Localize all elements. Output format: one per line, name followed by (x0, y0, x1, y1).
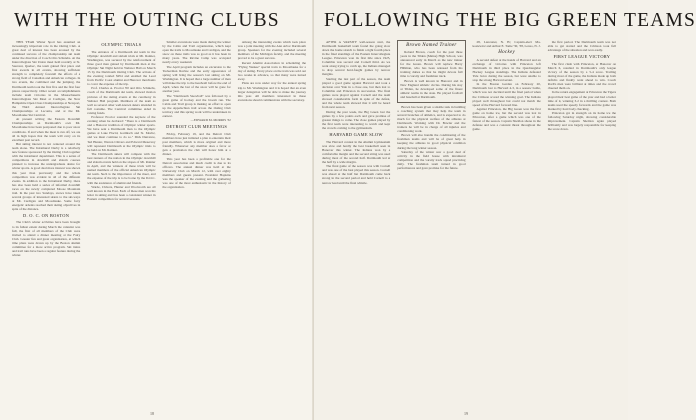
left-column-4 (238, 40, 306, 406)
right-column-3 (473, 40, 541, 406)
article-paragraph: Professor Proctor sounded the keynote of the evening when he declared: "There is a Dartmouth and a Hanover tradition of Olympic winter sports. We have sent a Dartmouth man to the Olympic games at Lake Placid, Garmisch and St. Moritz, and we must continue to do so." Dick Durrance, Ted Hunter, Warren Chivers and Edward Meservey will represent Dartmouth at the Olympic trials to be held on Mt. Rainier. (87, 115, 156, 152)
article-paragraph: The April program includes an excursion to the Tuckerman Ravine and the early appearance of spring will bring the season's last skiing on Mt. Washington. It is hoped that a large number of men will make the trip to the headwall before the end of April, when the last of the snow will be gone for another year. (162, 64, 231, 94)
right-page-columns (322, 40, 616, 406)
article-paragraph: During the past week, the Big Green lost the games by a few points each and gave promise of greater things to come. The close games played by the first team were interesting to watch and kept the crowds coming to the gymnasium. (322, 109, 391, 130)
section-heading: Hockey (498, 50, 516, 56)
left-page (0, 0, 314, 420)
article-paragraph: Warde, Chivers, Hunter and Woolworth are all well known in the East. Each of these men won his letter in skiing and has been a consistent winner in Eastern competition for several seasons. (87, 185, 156, 202)
article-paragraph: Brown has been given a sizable task in building a coaching system that may help the team in several branches of athletics, and is expected to do much for the physical welfare of the athletes at Dartmouth. Working with Dr. Bowler and the trainers he will be in charge of all injuries and conditioning work. (397, 104, 466, 133)
article-paragraph: Recent Alumni Association in scheduling the "Flying Yankee" special train to Moosilauke for a day of skiing. Every place on the train was sold out two weeks in advance, so that many were turned away. (237, 60, 306, 81)
article-paragraph: Among the interesting events which took place was a joint meeting with the Ann Arbor Dartmouth group. Speakers for the evening included several members of the Michigan faculty, and the meeting proved to be a great success. (237, 40, 306, 61)
article-paragraph: The final game of the season was with Cornell and was one of the best played this season. Cornell was ahead at the half but Dartmouth came back strong in the second period and held Cornell to a narrow lead until the final whistle. (322, 164, 391, 185)
article-paragraph: In the Boston Garden on February 20, Dartmouth lost to Harvard 4-3, in a seesaw battle, which was not decided until the final period when the Crimson scored the winning goal. The Indians played well throughout but could not match the speed of the Harvard forward line. (472, 82, 541, 107)
box-heading: Brown Named Trainer (406, 42, 457, 48)
article-paragraph: the first period. The Dartmouth team was not able to get started and the Crimson took full advantage of the situation and won easily. (547, 40, 616, 53)
page-number: 18 (150, 411, 154, 416)
left-column-2 (87, 40, 155, 406)
left-page-headline: WITH THE OUTING CLUBS (14, 10, 280, 31)
article-paragraph: But skiing interest is not centered around the team alone. The Intramural Derby is a relatively new feature sponsored by the Outing Club together with the intramural department. This is a series of competitions in downhill and slalom courses planned to increase the undergraduate desire for winter sports. A good deal more interest was shown this year than previously and the whole competition was evident in all of the different events. In addition to the Intramural Derby, there has also been held a series of informal downhill races on the newly completed Moose Mountain trail. In the past two Sundays, snows have taken several groups of interested skiers to the ski-ways at Mt. Cardigan and Moosilauke. Some forty energetic ardents reached their skiing objectives in spite of the distance. (12, 142, 81, 211)
page-number: 19 (464, 411, 468, 416)
article-paragraph: The Dartmouth skiers will compete with the best runners of the nation in the Olympic downhill and slalom events held on the slopes of Mt. Rainier in April, and the winners of these trials will be named members of the official American Olympic ski team. Such is the importance of the meet, and the expense of the trip is to be borne by the D.O.C. with the assistance of alumni and friends. (87, 152, 156, 185)
article-paragraph: Prof. Charles A. Proctor '00 and Otto Schniebs, coach of the Dartmouth ski team, showed motion pictures of the skiing events at the ceremony in Webster Hall program. Members of the team as well as several other well-known skiers attended in full costume. The Carnival committee aided in raising funds. (87, 86, 156, 115)
left-column-1 (12, 40, 80, 406)
section-heading: DETROIT CLUB MEETINGS (166, 124, 228, 130)
article-paragraph: Brown is well known in Hanover and in New England athletic circles. During his stay at Tilden, he developed some of the finest athletic teams in the state. He played football and baseball at Dartmouth. (400, 78, 463, 100)
article-paragraph: Saturday of the winter saw a good deal of activity in the field house with intramural competition and the varsity track squad practicing daily. The freshman team turned in good performances and gave promise for the future. (397, 150, 466, 171)
section-heading: FIRST LEAGUE VICTORY (553, 54, 611, 60)
article-paragraph: A second defeat at the hands of Harvard and an exchange of victories with Princeton left Dartmouth in third place in the Quadrangular Hockey League standings. The Indians defeated Yale twice during the season, but were unable to stop the strong Harvard sextet. (472, 57, 541, 82)
author-signature: —EDWARD M. MORRIS '32 (190, 118, 231, 123)
article-paragraph: Friday, February 19, and the Detroit Club members have just initiated a plan to entertain their past members, which is more original and more friendly. Whenever any member does a favor or gets a promotion the club will honor him at a dinner. (162, 131, 231, 157)
article-paragraph: The Club's winter activities have been brought to its fullest extent during March the calendar was full, the first of all members of the Club were invited to attend a dinner meeting at the Fairy Club. Greater fun and great organization, at which time plans were drawn up by the Boston alumni committee for a more active program. Ski trains and trail runs have been a regular feature during the winter. (12, 220, 81, 257)
section-heading: D. O. C. ON BOSTON (23, 212, 70, 218)
right-column-4 (548, 40, 616, 406)
article-paragraph: The "Dartmouth Snowball" was followed by a great game of hockey and the broom run. The Cabin and Trail group is making an effort to open up the Appalachian trail across the Outing Club territory and this spring work will be undertaken in earnest. (162, 93, 231, 118)
right-column-2 (397, 40, 465, 406)
article-paragraph: Brown will also handle the conditioning of the freshman teams and will be of great help in keeping the athletes in good physical condition during the long winter season. (397, 133, 466, 150)
right-page-headline: FOLLOWING THE BIG GREEN TEAMS (324, 10, 696, 31)
right-page (314, 0, 696, 420)
article-paragraph: Princeton got in strength on its home ice the following Saturday night, showing considerable improvement. Captain Sheldon again played brilliantly and was largely responsible for keeping the score down. (547, 111, 616, 132)
article-paragraph: The first clash with Princeton, at Hanover on March 6, resulted in Dartmouth's only league victory of the season by a 5-4 score. Trailing during most of the game, the Indians made up both deficits and finally went ahead to win. Coach Rorh's men were brilliant at times and the crowd cheered them on. (547, 61, 616, 90)
right-column-1 (322, 40, 390, 406)
article-paragraph: Plans are now under way for the annual spring trip to Mt. Washington and it is hoped that an even larger delegation will be able to make the journey this year. All members interested in these excursions should communicate with the secretary. (237, 81, 306, 102)
article-paragraph: The Harvard contest in the Alumni Gymnasium was slow and hardly the best basketball seen in Hanover this winter. The Indians won by a comfortable margin and the second string was used during most of the second half. Dartmouth led at the half by a wide margin. (322, 139, 391, 164)
article-paragraph: THIS YEAR Winter Sport has assumed an increasingly important role in the Outing Club. A great deal of interest has been aroused by the continued success of the championship ski team under the direction of Coach Otto Schniebs. At the Intercollegiate Ski Union meet held recently at St. Sauveur, Quebec, the team gained first place and first awards in all events, showing sufficient strength to completely forestall the efforts of a strong field of Canadian and American colleges. In two events, the combined and the jumping, the Dartmouth team took the first five and the first four places respectively. Other recent accomplishments include team victories in the Massachusetts Intercollegiate Ski Meet at Cardigan, the New Hampshire Open Class Championships at Newport, the Third Annual Intercollegiate Ski Championships at Laconia, and at the Mt. Moosilauke Ski Carnival. (12, 40, 81, 117)
article-paragraph: 28, Lancaster, N. H.; Captain-elect Ma- kosiewicz and Arthur E. Tome '30, '38, Lonso, N. J. (472, 40, 541, 49)
article-paragraph: The entrance of a Dartmouth ski team in the Olympic downhill and slalom trials at Mt. Rainier, Washington, was secured by the reinforcement of three good men gained by Dartmouth men at the Olympic Ski Night held in Webster Hall on March 15 by the Dartmouth Outing Club. The actions of the evening totaled $954 and enabled the Lead from Pacific Coast alumni and Hanover merchants to cover the expense of the trip. (87, 49, 156, 86)
left-page-columns (12, 40, 306, 406)
article-paragraph: Starting the last part of the season, the team played a good game against Harvard and took a decision over Yale in a close one, but then lost to Columbia and Princeton in succession. The final games were played against Cornell and the team showed considerable form in spite of the defeat, and the whole team showed that it will be heard from next season. (322, 76, 391, 110)
article-paragraph: At present writing the Eastern Downhill Championships on Dartmouth's own Mt. Moosilauke have been postponed due to poor snow conditions. If and when the meet is run off, we are all in high hopes that the team will carry on its excellent past record. (12, 117, 81, 142)
article-paragraph: Smaller excursions were made during the winter by the Cabin and Trail organization, which kept open the trails to Moosilauke and Cardigan, and the snow on these trails was as good as it has been in many years. The Ravine Camp was occupied nearly every weekend. (162, 40, 231, 65)
article-paragraph: Roland Brown, coach for the past three years in the Tilden (Maine) High School, was announced early in March as the new trainer for the Green. Brown will replace Harry Hillman, who has been released from his training duties so that he might devote full time to varsity and freshman track. (400, 50, 463, 79)
left-column-3 (163, 40, 231, 406)
sidebar-box (397, 40, 465, 103)
section-heading: OLYMPIC TRIALS (101, 42, 142, 47)
article-paragraph: This year has been a profitable one for the Detroit association and much credit is due to its officers. The annual dinner was held at the University Club on March 12, with over eighty members and guests present. President Hopkins was the speaker of the evening and the gathering was one of the most enthusiastic in the history of the organization. (162, 156, 231, 190)
article-paragraph: In the return engagement at Princeton the Tigers played their best game of the year and had a better time of it, winning 3-2 in a thrilling contest. Both teams used the speedy forwards and the game was marked by hard body checking. (547, 90, 616, 111)
section-heading: HARVARD GAME SLOW (329, 132, 383, 138)
article-paragraph: Against Princeton, the Big Green won the first game on home ice, but the second was lost in Princeton, after a game which was one of the fastest of the season. Captain Sheldon shone in the defense and was a constant threat throughout the game. (472, 107, 541, 132)
article-paragraph: AFTER A VARSITY well-season start, the Dartmouth basketball team found the going slow down the home stretch to finish a tight fourth place in the final standings of the Eastern Intercollegiate League. Princeton won its first title since 1925, Columbia was second and Cornell third. As we went along trying to catch up, the Indians managed to drop several hard-fought games by narrow margins. (322, 40, 391, 77)
